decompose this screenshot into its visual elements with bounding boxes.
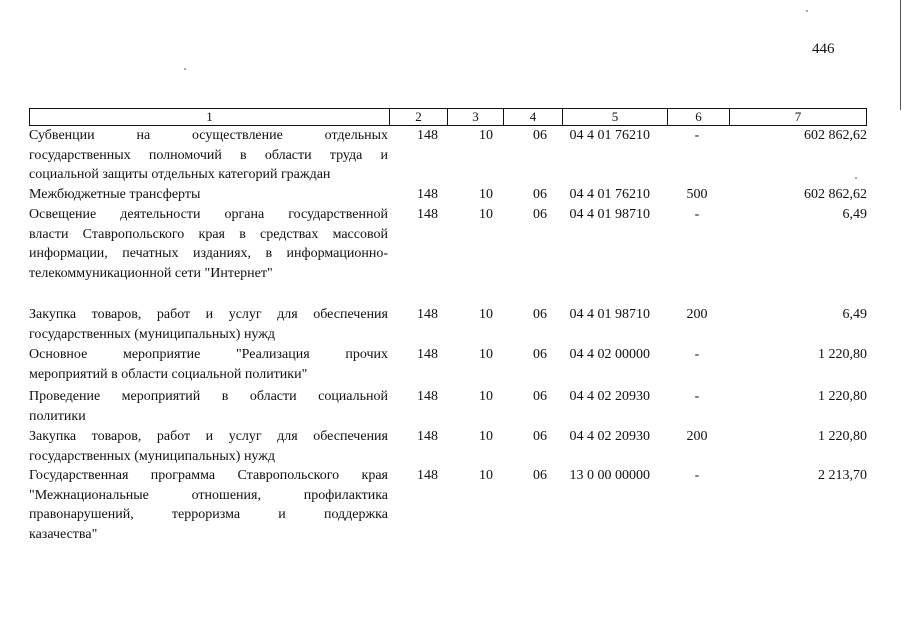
description-line: власти Ставропольского края в средствах массовой (29, 226, 388, 242)
expense-type-code: - (694, 207, 700, 222)
section-code: 10 (479, 128, 493, 143)
subsection-code: 06 (533, 468, 547, 483)
header-col-2: 2 (389, 109, 447, 125)
ministry-code: 148 (417, 207, 438, 222)
amount: 1 220,80 (818, 429, 867, 444)
ministry-code: 148 (417, 347, 438, 362)
ministry-code: 148 (417, 307, 438, 322)
table-row (29, 185, 867, 205)
description-line: правонарушений, терроризма и поддержка (29, 507, 388, 522)
ministry-code: 148 (417, 468, 438, 483)
table-row (29, 126, 867, 185)
target-article-code: 04 4 01 76210 (569, 128, 650, 143)
row-description (29, 126, 388, 185)
subsection-code: 06 (533, 389, 547, 404)
target-article-code: 04 4 01 76210 (569, 187, 650, 202)
table-header (29, 108, 867, 126)
expense-type-code: - (694, 347, 700, 362)
description-line: Государственная программа Ставропольского края (29, 468, 388, 483)
amount: 6,49 (842, 207, 867, 222)
amount: 602 862,62 (804, 128, 867, 143)
expense-type-code: - (694, 128, 700, 143)
section-code: 10 (479, 207, 493, 222)
subsection-code: 06 (533, 187, 547, 202)
table-row (29, 387, 867, 426)
table-row (29, 345, 867, 384)
expense-type-code: 500 (686, 187, 708, 202)
description-line: политики (29, 408, 86, 424)
table-row (29, 466, 867, 544)
ministry-code: 148 (417, 187, 438, 202)
section-code: 10 (479, 347, 493, 362)
target-article-code: 04 4 01 98710 (569, 207, 650, 222)
description-line: государственных (муниципальных) нужд (29, 448, 276, 464)
description-line: социальной защиты отдельных категорий граждан (29, 167, 331, 182)
page-edge-line (900, 0, 901, 110)
header-col-5: 5 (562, 109, 667, 125)
scan-speck (806, 10, 808, 12)
row-description (29, 387, 388, 426)
row-description (29, 205, 388, 283)
description-line: Межбюджетные трансферты (29, 187, 201, 202)
section-code: 10 (479, 429, 493, 444)
subsection-code: 06 (533, 347, 547, 362)
header-col-3: 3 (447, 109, 503, 125)
section-code: 10 (479, 468, 493, 483)
description-line: государственных полномочий в области труда и (29, 147, 388, 163)
amount: 6,49 (842, 307, 867, 322)
target-article-code: 04 4 01 98710 (569, 307, 650, 322)
amount: 1 220,80 (818, 389, 867, 404)
description-line: Освещение деятельности органа государственной (29, 207, 388, 222)
header-col-6: 6 (667, 109, 729, 125)
section-code: 10 (479, 187, 493, 202)
amount: 602 862,62 (804, 187, 867, 202)
description-line: Закупка товаров, работ и услуг для обеспечения (29, 429, 388, 444)
ministry-code: 148 (417, 128, 438, 143)
amount: 2 213,70 (818, 468, 867, 483)
section-code: 10 (479, 307, 493, 322)
table-row (29, 305, 867, 344)
row-description (29, 305, 388, 344)
subsection-code: 06 (533, 207, 547, 222)
table-row (29, 427, 867, 466)
expense-type-code: - (694, 468, 700, 483)
page-number: 446 (812, 41, 835, 57)
target-article-code: 04 4 02 20930 (569, 429, 650, 444)
scan-speck (184, 68, 186, 70)
description-line: Основное мероприятие "Реализация прочих (29, 347, 388, 362)
header-col-4: 4 (503, 109, 562, 125)
ministry-code: 148 (417, 429, 438, 444)
section-code: 10 (479, 389, 493, 404)
amount: 1 220,80 (818, 347, 867, 362)
subsection-code: 06 (533, 307, 547, 322)
description-line: Субвенции на осуществление отдельных (29, 128, 388, 143)
description-line: Проведение мероприятий в области социальной (29, 389, 388, 404)
row-description (29, 185, 388, 205)
expense-type-code: 200 (686, 429, 708, 444)
target-article-code: 13 0 00 00000 (569, 468, 650, 483)
description-line: "Межнациональные отношения, профилактика (29, 487, 388, 503)
table-row (29, 205, 867, 283)
expense-type-code: 200 (686, 307, 708, 322)
row-description (29, 427, 388, 466)
description-line: телекоммуникационной сети "Интернет" (29, 265, 273, 281)
ministry-code: 148 (417, 389, 438, 404)
description-line: казачества" (29, 526, 98, 542)
description-line: информации, печатных изданиях, в информационно- (29, 246, 388, 261)
header-col-7: 7 (729, 109, 866, 125)
row-description (29, 345, 388, 384)
expense-type-code: - (694, 389, 700, 404)
description-line: мероприятий в области социальной политики" (29, 366, 308, 382)
target-article-code: 04 4 02 20930 (569, 389, 650, 404)
subsection-code: 06 (533, 128, 547, 143)
header-col-1: 1 (206, 109, 213, 124)
subsection-code: 06 (533, 429, 547, 444)
description-line: государственных (муниципальных) нужд (29, 326, 276, 342)
target-article-code: 04 4 02 00000 (569, 347, 650, 362)
row-description (29, 466, 388, 544)
description-line: Закупка товаров, работ и услуг для обеспечения (29, 307, 388, 322)
